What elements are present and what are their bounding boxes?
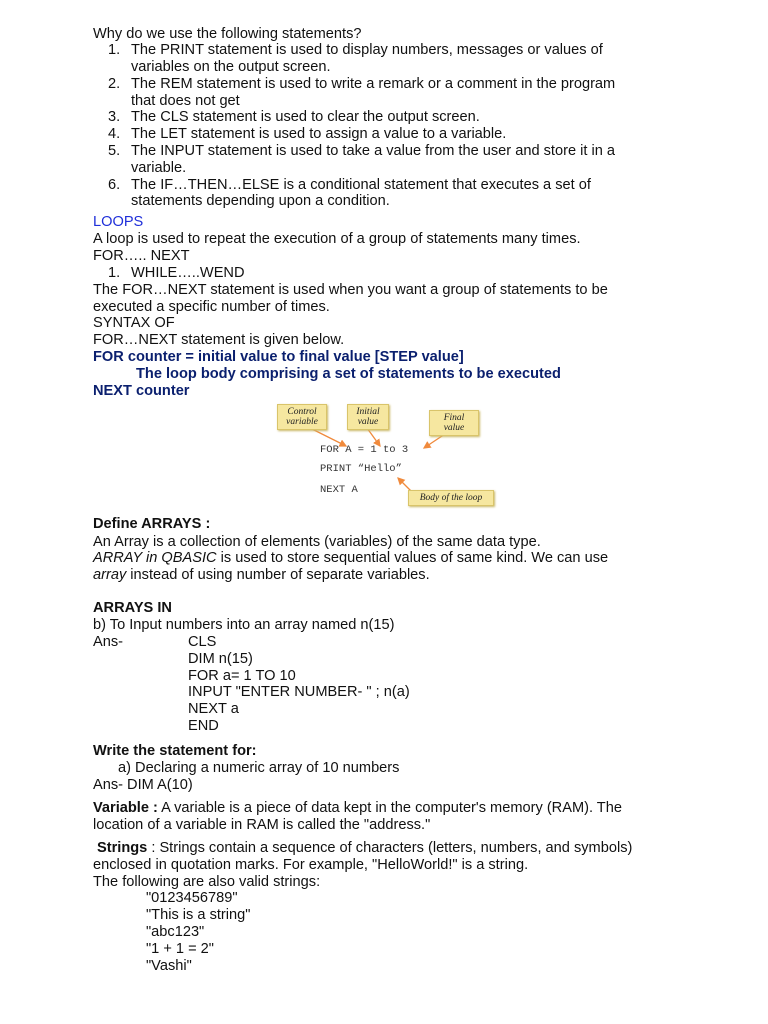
list-item-continuation: that does not get (131, 93, 240, 109)
qbasic-array-text: is used to store sequential values of same kind. We can use (216, 550, 609, 566)
for-next-diagram (272, 400, 497, 512)
tag-text: Final (443, 413, 465, 423)
syntax-body-line: The loop body comprising a set of statements to be executed (136, 366, 561, 382)
syntax-of-label: SYNTAX OF (93, 315, 175, 331)
list-item: The INPUT statement is used to take a value from the user and store it in a (131, 143, 615, 159)
qbasic-array-line (93, 550, 608, 567)
arrays-in-heading: ARRAYS IN (93, 600, 172, 616)
string-example: "0123456789" (146, 890, 238, 906)
list-item-continuation: statements depending upon a condition. (131, 193, 390, 209)
tag-text: value (443, 423, 465, 433)
while-number: 1. (108, 265, 121, 281)
string-example: "1 + 1 = 2" (146, 941, 214, 957)
code-line: CLS (188, 634, 217, 650)
array-question-b: b) To Input numbers into an array named n(15) (93, 617, 395, 633)
final-value-tag (429, 410, 479, 436)
string-example: "abc123" (146, 924, 205, 940)
list-item-continuation: variable. (131, 160, 187, 176)
body-of-loop-tag: Body of the loop (408, 490, 494, 506)
intro-question: Why do we use the following statements? (93, 26, 362, 42)
array-definition: An Array is a collection of elements (variables) of the same data type. (93, 534, 541, 550)
control-variable-tag (277, 404, 327, 430)
array-term: array (93, 567, 127, 583)
list-item-number: 4. (108, 126, 121, 142)
diagram-code-for: FOR A = 1 to 3 (320, 444, 409, 456)
while-wend-label: WHILE…..WEND (131, 265, 245, 281)
for-next-label: FOR….. NEXT (93, 248, 190, 264)
list-item-continuation: variables on the output screen. (131, 59, 331, 75)
strings-valid-intro: The following are also valid strings: (93, 874, 321, 890)
list-item: The IF…THEN…ELSE is a conditional statement that executes a set of (131, 177, 591, 193)
strings-text: : Strings contain a sequence of characters (letters, numbers, and symbols) (147, 840, 633, 856)
list-item-number: 1. (108, 42, 121, 58)
variable-definition (93, 800, 622, 817)
diagram-code-next: NEXT A (320, 484, 358, 496)
code-line: END (188, 718, 219, 734)
tag-text: value (357, 417, 379, 427)
list-item-number: 5. (108, 143, 121, 159)
diagram-code-print: PRINT “Hello” (320, 463, 402, 475)
list-item-number: 2. (108, 76, 121, 92)
list-item-number: 3. (108, 109, 121, 125)
string-example: "This is a string" (146, 907, 251, 923)
strings-definition (97, 840, 632, 857)
array-usage-line (93, 567, 430, 584)
list-item: The LET statement is used to assign a value to a variable. (131, 126, 507, 142)
write-item-a: a) Declaring a numeric array of 10 numbers (118, 760, 400, 776)
for-description-continuation: executed a specific number of times. (93, 299, 330, 315)
code-line: FOR a= 1 TO 10 (188, 668, 296, 684)
write-statement-heading: Write the statement for: (93, 743, 257, 759)
syntax-for-line: FOR counter = initial value to final value [STEP value] (93, 349, 464, 365)
tag-text: Initial (356, 407, 380, 417)
code-line: INPUT "ENTER NUMBER- " ; n(a) (188, 684, 410, 700)
tag-text: variable (286, 417, 318, 427)
variable-label: Variable : (93, 800, 158, 816)
for-description: The FOR…NEXT statement is used when you want a group of statements to be (93, 282, 608, 298)
code-line: NEXT a (188, 701, 239, 717)
syntax-intro: FOR…NEXT statement is given below. (93, 332, 345, 348)
strings-label: Strings (97, 840, 148, 856)
initial-value-tag (347, 404, 389, 430)
define-arrays-heading: Define ARRAYS : (93, 516, 211, 532)
array-usage-text: instead of using number of separate variables. (126, 567, 430, 583)
list-item: The CLS statement is used to clear the output screen. (131, 109, 480, 125)
write-answer: Ans- DIM A(10) (93, 777, 193, 793)
variable-definition-continuation: location of a variable in RAM is called the "address." (93, 817, 431, 833)
loops-heading: LOOPS (93, 214, 144, 230)
syntax-next-line: NEXT counter (93, 383, 190, 399)
loops-description: A loop is used to repeat the execution of a group of statements many times. (93, 231, 581, 247)
variable-text: A variable is a piece of data kept in the computer's memory (RAM). The (157, 800, 622, 816)
qbasic-array-term: ARRAY in QBASIC (93, 550, 217, 566)
answer-label: Ans- (93, 634, 124, 650)
tag-text: Control (287, 407, 317, 417)
string-example: "Vashi" (146, 958, 192, 974)
list-item-number: 6. (108, 177, 121, 193)
list-item: The PRINT statement is used to display numbers, messages or values of (131, 42, 603, 58)
list-item: The REM statement is used to write a remark or a comment in the program (131, 76, 616, 92)
code-line: DIM n(15) (188, 651, 253, 667)
strings-definition-continuation: enclosed in quotation marks. For example, "HelloWorld!" is a string. (93, 857, 529, 873)
